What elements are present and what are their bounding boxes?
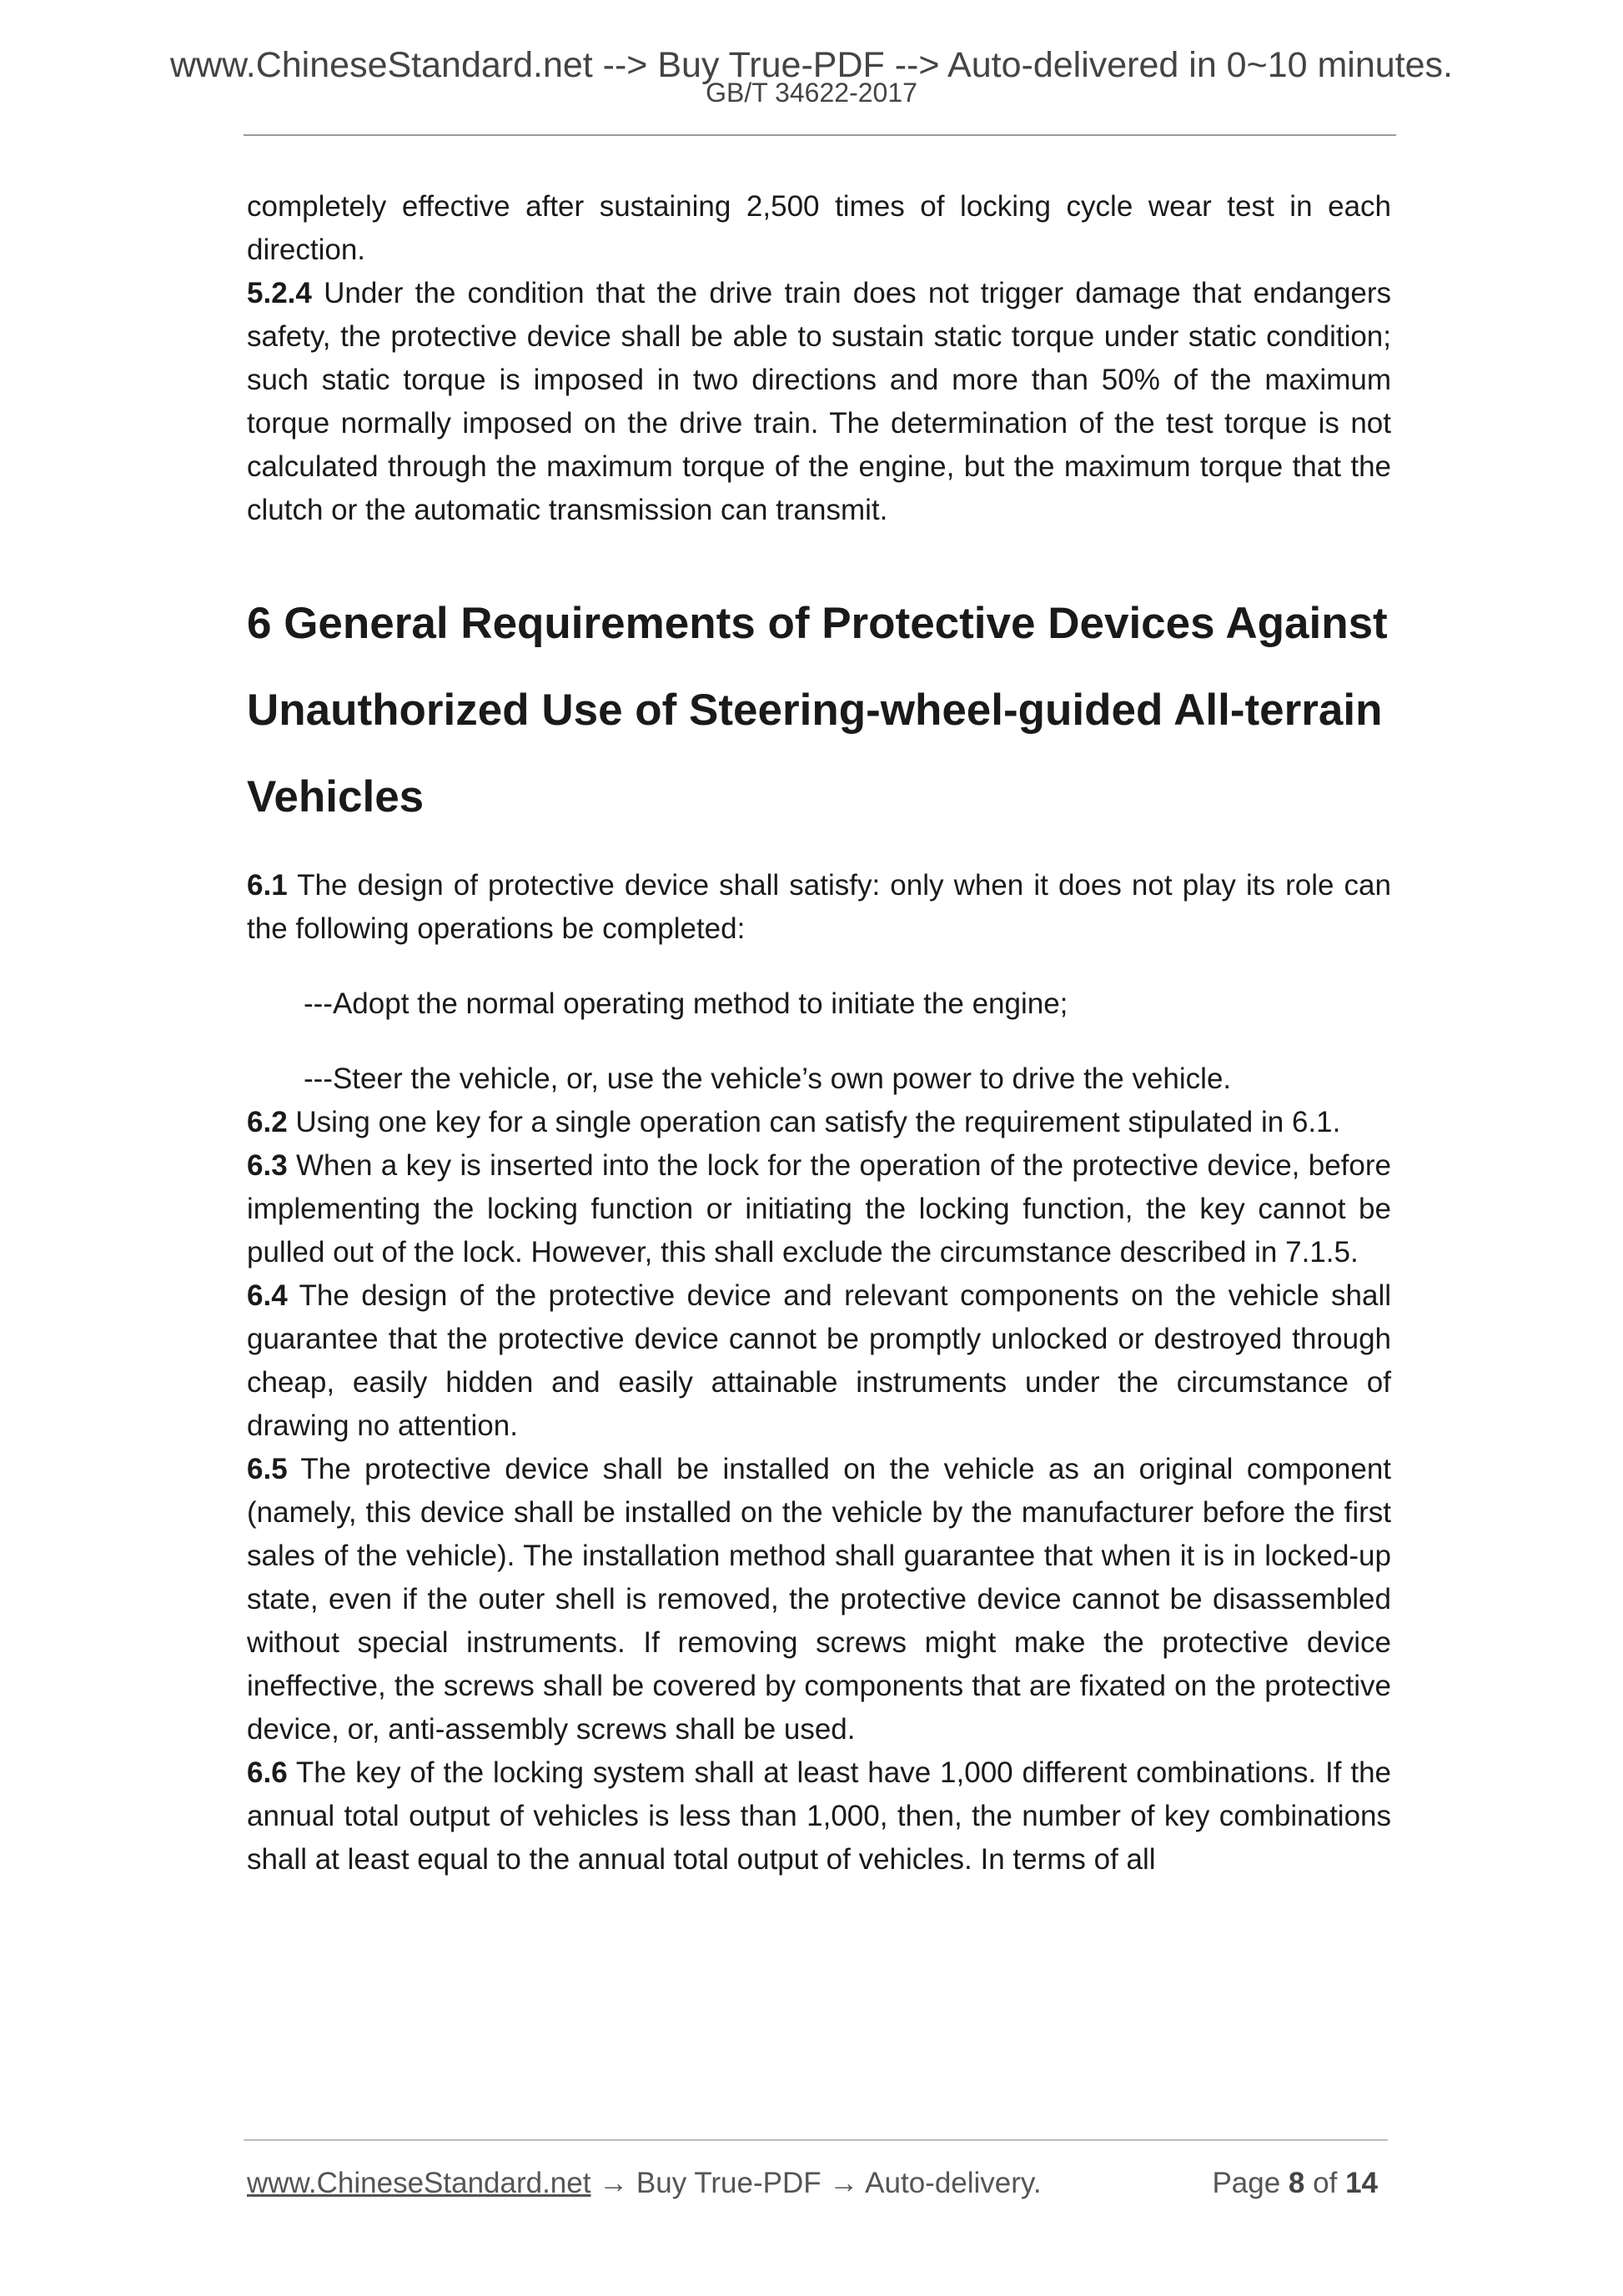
page-total: 14 [1345,2167,1378,2199]
clause-number: 6.3 [247,1149,288,1182]
of-label: of [1313,2167,1338,2199]
page-indicator [1212,2162,1378,2205]
section-heading: 6 General Requirements of Protective Devices Against Unauthorized Use of Steering-wheel-guided All-terrain Vehicles [247,599,1388,821]
page-content [247,185,1391,1882]
clause-6-2 [247,1101,1391,1144]
page-number: 8 [1288,2167,1305,2199]
footer-tagline: → Buy True-PDF → Auto-delivery. [590,2167,1042,2199]
clause-text: When a key is inserted into the lock for the operation of the protective device, before implementing the locking function or initiating the locking function, the key cannot be pulled out of the lock. However, this shall exclude the circumstance described in 7.1.5. [247,1149,1391,1269]
clause-number: 6.2 [247,1106,288,1138]
top-banner: www.ChineseStandard.net --> Buy True-PDF --> Auto-delivered in 0~10 minutes. [169,45,1453,85]
page-footer [247,2162,1388,2205]
page-label: Page [1212,2167,1281,2199]
clause-number: 6.1 [247,869,288,902]
clause-text: Under the condition that the drive train does not trigger damage that endangers safety, the protective device shall be able to sustain static torque under static condition; such static torque is imposed in two directions and more than 50% of the maximum torque normally imposed on the drive train. The determination of the test torque is not calculated through the maximum torque of the engine, but the maximum torque that the clutch or the automatic transmission can transmit. [247,277,1391,526]
list-item: ---Steer the vehicle, or, use the vehicle’s own power to drive the vehicle. [304,1063,1232,1095]
clause-number: 6.5 [247,1453,288,1485]
clause-5-2-4 [247,272,1391,532]
clause-number: 6.6 [247,1756,288,1789]
clause-text: Using one key for a single operation can satisfy the requirement stipulated in 6.1. [295,1106,1341,1138]
clause-6-5 [247,1448,1391,1751]
clause-number: 5.2.4 [247,277,312,309]
standard-code: GB/T 34622-2017 [706,78,917,108]
clause-text: The protective device shall be installed on the vehicle as an original component (namely, this device shall be installed on the vehicle by the manufacturer before the first sales of the vehicle). The installation method shall guarantee that when it is in locked-up state, even if the outer shell is removed, the protective device cannot be disassembled without special instruments. If removing screws might make the protective device ineffective, the screws shall be covered by components that are fixated on the protective device, or, anti-assembly screws shall be used. [247,1453,1392,1746]
clause-6-3 [247,1144,1391,1274]
header-divider [244,134,1396,136]
clause-number: 6.4 [247,1279,288,1312]
clause-text: The design of the protective device and relevant components on the vehicle shall guarantee that the protective device cannot be promptly unlocked or destroyed through cheap, easily hidden and easily attainable instruments under the circumstance of drawing no attention. [247,1279,1392,1442]
clause-text: The design of protective device shall satisfy: only when it does not play its role can the following operations be completed: [247,869,1391,945]
clause-text: The key of the locking system shall at least have 1,000 different combinations. If the annual total output of vehicles is less than 1,000, then, the number of key combinations shall at least equal to the annual total output of vehicles. In terms of all [247,1756,1391,1876]
continuation-paragraph: completely effective after sustaining 2,500 times of locking cycle wear test in each direction. [247,190,1391,266]
clause-6-1 [247,864,1391,951]
footer-divider [244,2139,1388,2141]
footer-site-link[interactable]: www.ChineseStandard.net [247,2167,591,2199]
clause-6-6 [247,1751,1391,1882]
clause-6-4 [247,1274,1391,1448]
list-item: ---Adopt the normal operating method to initiate the engine; [304,987,1068,1020]
